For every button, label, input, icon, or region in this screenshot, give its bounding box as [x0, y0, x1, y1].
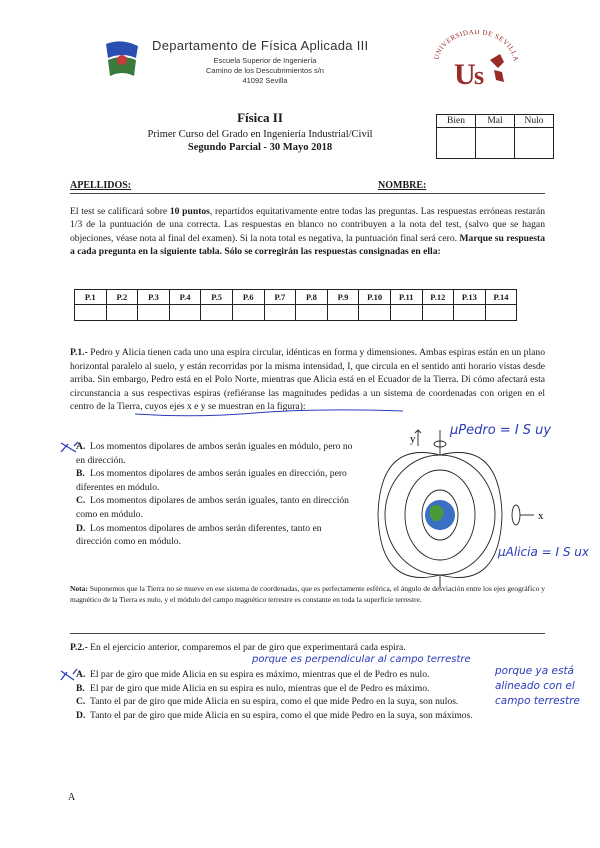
grade-box — [436, 114, 554, 159]
handwritten-side-note: porque ya está alineado con el campo terrestre — [495, 665, 580, 707]
answer-cell-3[interactable] — [138, 305, 170, 321]
q1-option-c[interactable]: C. Los momentos dipolares de ambos serán iguales, tanto en dirección como en módulo. — [76, 495, 349, 520]
q1-option-d[interactable]: D. Los momentos dipolares de ambos serán diferentes, tanto en dirección como en módulo. — [76, 522, 322, 548]
question-1-label: P.1.- — [70, 347, 88, 358]
instructions: El test se calificará sobre 10 puntos, repartidos equitativamente entre todas las preguntas. Las respuestas erróneas restarán 1/3 de la puntuación de una correcta. Las respuestas en blanco no contribuyen a la nota del test, (salvo que se hagan objeciones, véase nota al final del examen). Si la nota total es negativa, la puntuación final será cero. Marque su respuesta a cada pregunta en la siguiente tabla. Sólo se corregirán las respuestas consignadas en ella: — [70, 206, 545, 258]
q2-option-d[interactable]: D. Tanto el par de giro que mide Alicia en su espira, como el que mide Pedro en la suya, son máximos. — [76, 709, 473, 721]
answer-table — [74, 289, 517, 321]
handwritten-annotation: porque es perpendicular al campo terrestre — [252, 654, 471, 665]
divider — [70, 633, 545, 634]
q1-option-b[interactable]: B. Los momentos dipolares de ambos serán iguales en dirección, pero diferentes en módulo. — [76, 468, 347, 493]
school-address: Camino de los Descubrimientos s/n — [206, 66, 324, 75]
grade-cell-nulo[interactable] — [515, 128, 554, 159]
answer-header-8: P.8 — [296, 290, 328, 305]
nombre-label: NOMBRE: — [378, 180, 427, 191]
earth-dipole-figure — [370, 420, 600, 590]
answer-header-4: P.4 — [169, 290, 201, 305]
course-title: Física II — [237, 110, 283, 125]
y-axis-label: y — [410, 433, 416, 445]
answer-cell-1[interactable] — [75, 305, 107, 321]
answer-cell-14[interactable] — [485, 305, 517, 321]
answer-cell-5[interactable] — [201, 305, 233, 321]
course-info — [100, 110, 420, 153]
answer-cell-12[interactable] — [422, 305, 454, 321]
x-axis-label: x — [538, 510, 544, 522]
question-2 — [70, 641, 545, 655]
school-postal: 41092 Sevilla — [242, 76, 288, 85]
department-title: Departamento de Física Aplicada III — [152, 38, 369, 53]
question-2-text: En el ejercicio anterior, comparemos el par de giro que experimentará cada espira. — [87, 642, 406, 653]
handwritten-underline — [135, 406, 405, 422]
answer-cell-11[interactable] — [390, 305, 422, 321]
answer-header-13: P.13 — [454, 290, 486, 305]
q2-option-b[interactable]: B. El par de giro que mide Alicia en su espira es nulo, mientras que el de Pedro es máximo. — [76, 682, 430, 694]
answer-header-5: P.5 — [201, 290, 233, 305]
answer-cell-6[interactable] — [232, 305, 264, 321]
question-2-options — [76, 668, 496, 722]
grade-header-mal: Mal — [476, 115, 515, 128]
grade-cell-bien[interactable] — [437, 128, 476, 159]
checkmark-a-icon — [58, 668, 78, 682]
grade-header-bien: Bien — [437, 115, 476, 128]
grade-header-nulo: Nulo — [515, 115, 554, 128]
name-field-line[interactable] — [70, 193, 545, 194]
answer-cell-2[interactable] — [106, 305, 138, 321]
q2-option-a[interactable]: A. El par de giro que mide Alicia en su espira es máximo, mientras que el de Pedro es nulo. — [76, 669, 430, 680]
answer-header-10: P.10 — [359, 290, 391, 305]
q1-option-a[interactable]: A. Los momentos dipolares de ambos serán iguales en módulo, pero no en dirección. — [76, 441, 353, 466]
note — [70, 584, 545, 605]
answer-header-12: P.12 — [422, 290, 454, 305]
answer-header-1: P.1 — [75, 290, 107, 305]
answer-cell-9[interactable] — [327, 305, 359, 321]
note-text: Suponemos que la Tierra no se mueve en ese sistema de coordenadas, que es perfectamente esférica, el ángulo de desviación entre los ejes geográfico y magnético de la Tierra es nulo, y el módulo del campo magnético terrestre es constante en toda la superficie terrestre. — [70, 584, 545, 604]
q2-option-c[interactable]: C. Tanto el par de giro que mide Alicia en su espira, como el que mide Pedro en la suya, son nulos. — [76, 696, 459, 708]
alicia-moment-equation: μAlicia = I S ux — [498, 545, 589, 559]
answer-header-2: P.2 — [106, 290, 138, 305]
answer-header-7: P.7 — [264, 290, 296, 305]
question-1-text: Pedro y Alicia tienen cada uno una espira circular, idénticas en forma y dimensiones. Ambas espiras están en un plano horizontal paralelo al suelo, y están recorridas por la misma intensidad, I, que circula en el sentido anti horario vistas desde arriba. Sin embargo, Pedro está en el Polo Norte, mientras que Alicia está en el Ecuador de la Tierra. Di cómo afectará esta circunstancia a sus respectivas espiras (refiéranse las magnitudes pedidas a un sistema de coordenadas con origen en el centro de la Tierra, cuyos ejes x e y se muestran en la figura): — [70, 347, 545, 413]
answer-header-3: P.3 — [138, 290, 170, 305]
answer-cell-7[interactable] — [264, 305, 296, 321]
grade-cell-mal[interactable] — [476, 128, 515, 159]
answer-cell-10[interactable] — [359, 305, 391, 321]
exam-version: A — [68, 792, 76, 803]
apellidos-label: APELLIDOS: — [70, 180, 132, 191]
course-subtitle: Primer Curso del Grado en Ingeniería Industrial/Civil — [147, 129, 373, 140]
answer-cell-8[interactable] — [296, 305, 328, 321]
note-label: Nota: — [70, 584, 88, 593]
question-1 — [70, 346, 545, 414]
question-1-options — [76, 440, 356, 549]
question-2-label: P.2.- — [70, 642, 88, 653]
answer-header-6: P.6 — [232, 290, 264, 305]
svg-text:s: s — [474, 61, 485, 88]
school-name: Escuela Superior de Ingeniería — [213, 56, 317, 65]
exam-date: Segundo Parcial - 30 Mayo 2018 — [187, 142, 333, 153]
answer-header-14: P.14 — [485, 290, 517, 305]
department-logo — [100, 36, 146, 84]
answer-header-11: P.11 — [390, 290, 422, 305]
svg-text:UNIVERSIDAD DE SEVILLA: UNIVERSIDAD DE SEVILLA — [432, 30, 520, 63]
answer-cell-13[interactable] — [454, 305, 486, 321]
pedro-moment-equation: μPedro = I S uy — [450, 423, 552, 438]
university-seal-logo — [430, 30, 522, 88]
answer-cell-4[interactable] — [169, 305, 201, 321]
answer-header-9: P.9 — [327, 290, 359, 305]
svg-text:U: U — [454, 58, 476, 88]
